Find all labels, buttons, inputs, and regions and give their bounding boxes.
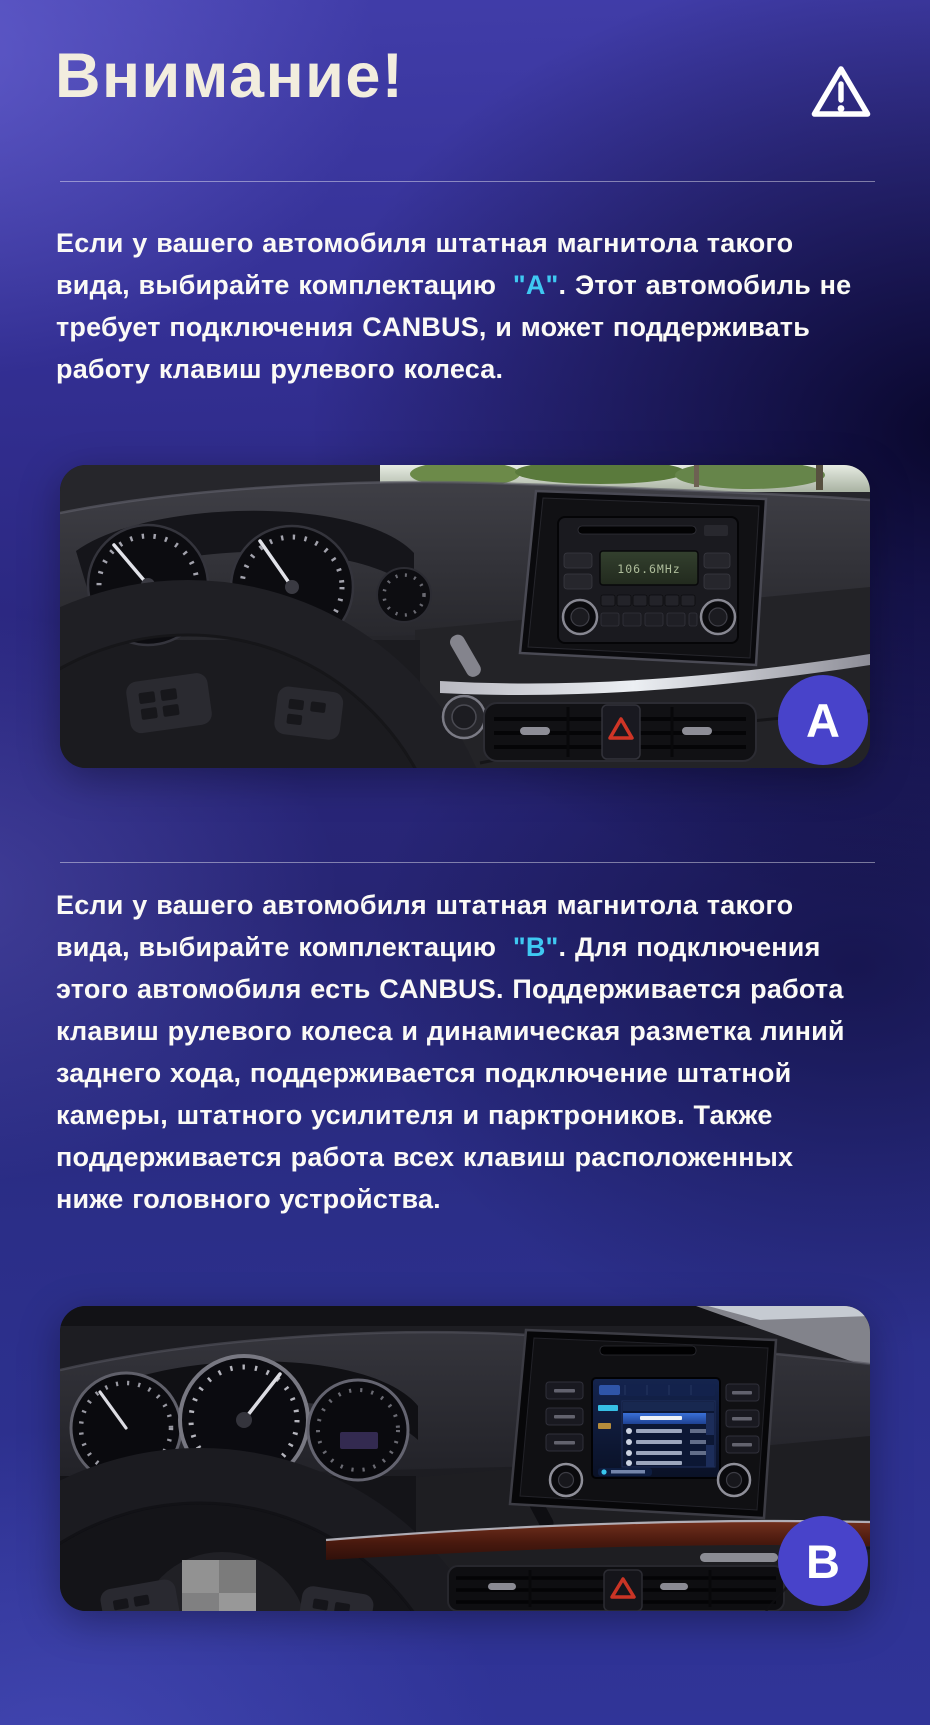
photo-option-a: [60, 465, 870, 768]
option-b-highlight: "В": [512, 932, 559, 962]
paragraph-b-text-after: . Для подключения этого автомобиля есть CANBUS. Поддерживается работа клавиш рулевого колеса и динамическая разметка линий заднего хода, поддерживается подключение штатной камеры, штатного усилителя и парктроников. Также поддерживается работа всех клавиш расположенных ниже головного устройства.: [56, 932, 845, 1214]
radio-display-text: 106.6MHz: [617, 562, 681, 576]
paragraph-a-text-before: Если у вашего автомобиля штатная магнитола такого вида, выбирайте комплектацию: [56, 228, 794, 300]
option-a-highlight: "А": [512, 270, 559, 300]
blurred-logo: [182, 1560, 256, 1611]
glovebox-handle: [700, 1553, 778, 1562]
car-dashboard-photo-a: [60, 465, 870, 768]
function-buttons: [601, 613, 697, 626]
touchscreen-head-unit: [510, 1330, 776, 1518]
car-dashboard-photo-b: [60, 1306, 870, 1611]
radio-head-unit: [520, 491, 766, 665]
page-title: Внимание!: [55, 41, 405, 111]
warning-triangle-icon: [808, 62, 874, 120]
badge-b: B: [778, 1516, 868, 1606]
hazard-button: [604, 1570, 642, 1611]
paragraph-option-b: [56, 884, 864, 1220]
paragraph-a-text-after: . Этот автомобиль не требует подключения CANBUS, и может поддерживать работу клавиш рулевого колеса.: [56, 270, 852, 384]
paragraph-option-a: [56, 222, 864, 390]
photo-option-b: [60, 1306, 870, 1611]
paragraph-b-text-before: Если у вашего автомобиля штатная магнитола такого вида, выбирайте комплектацию: [56, 890, 794, 962]
hazard-button: [602, 705, 640, 759]
divider: [60, 181, 875, 182]
start-stop-button: [443, 696, 485, 738]
badge-a: A: [778, 675, 868, 765]
divider: [60, 862, 875, 863]
